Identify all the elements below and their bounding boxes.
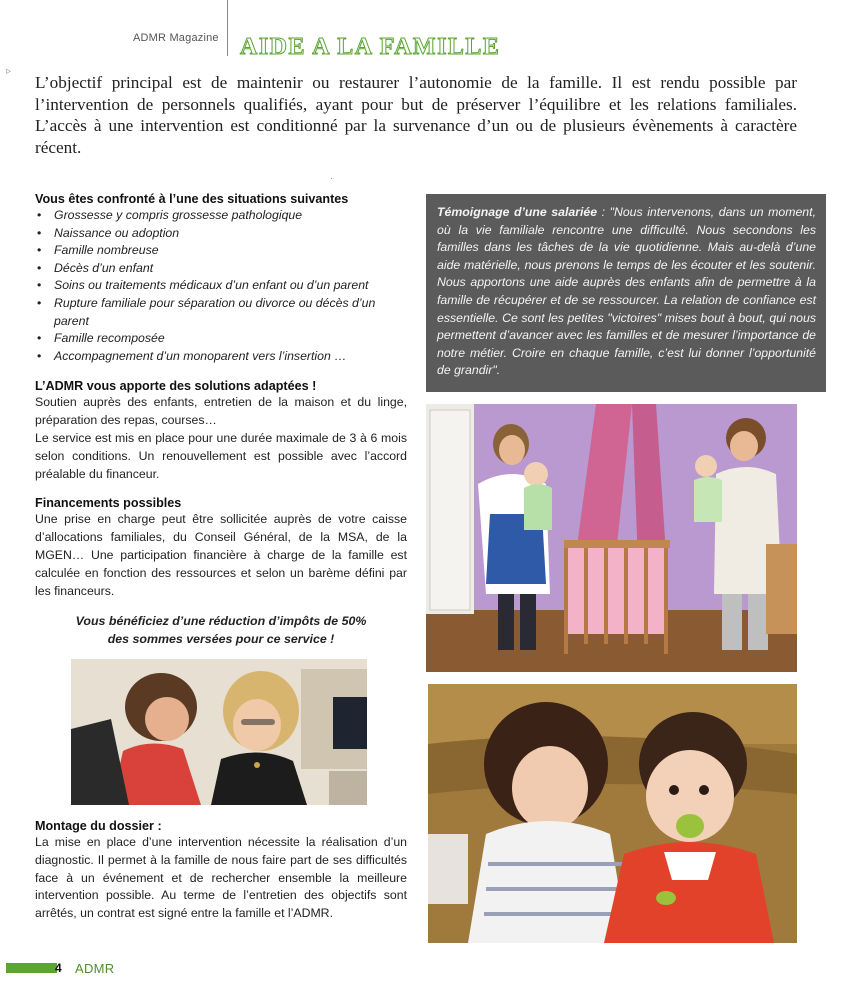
children-illustration — [428, 684, 797, 943]
tax-line-2: des sommes versées pour ce service ! — [107, 632, 335, 647]
title-divider — [227, 0, 228, 56]
testimonial-label: Témoignage d’une salariée — [437, 205, 598, 219]
photo-children — [428, 684, 797, 943]
list-item: • Grossesse y compris grossesse pathologique — [54, 207, 407, 225]
list-item: • Décès d’un enfant — [54, 260, 407, 278]
tax-reduction-callout — [35, 613, 407, 649]
footer-accent-bar — [6, 963, 57, 973]
situations-list — [35, 207, 407, 365]
situations-heading: Vous êtes confronté à l’une des situations suivantes — [35, 192, 349, 206]
dossier-heading: Montage du dossier : — [35, 818, 162, 833]
page-title: AIDE A LA FAMILLE — [240, 34, 501, 60]
left-column — [35, 192, 407, 936]
photo-homework — [71, 659, 367, 805]
solutions-paragraph-1: Soutien auprès des enfants, entretien de la maison et du linge, préparation des repas, courses… — [35, 395, 407, 428]
footer-brand — [75, 961, 114, 976]
decorative-dot: · — [330, 174, 333, 183]
list-item: • Rupture familiale pour séparation ou divorce ou décès d’un parent — [54, 295, 407, 330]
brand-name: ADMR — [75, 961, 115, 976]
list-item: • Famille nombreuse — [54, 242, 407, 260]
nursery-illustration — [426, 404, 797, 672]
intro-paragraph: L’objectif principal est de maintenir ou restaurer l’autonomie de la famille. Il est rendu possible par l’intervention de personnels qualifiés, ayant pour but de préserver l’équilibre et les relations familiales. L’accès à une intervention est conditionné par la survenance d’un ou de plusieurs évènements à caractère récent. — [35, 73, 797, 157]
magazine-label: ADMR Magazine — [133, 32, 219, 44]
page-number: 4 — [55, 961, 62, 975]
corner-mark-icon: ▹ — [6, 66, 12, 77]
list-item: • Famille recomposée — [54, 330, 407, 348]
solutions-paragraph-2: Le service est mis en place pour une durée maximale de 3 à 6 mois selon conditions. Un renouvellement est possible avec l’accord préalable du financeur. — [35, 430, 407, 481]
solutions-section — [35, 379, 407, 483]
photo-nursery — [426, 404, 797, 672]
testimonial-text: : "Nous intervenons, dans un moment, où la vie familiale rencontre une difficulté. Nous secondons les familles dans les tâches de la vie quotidienne. Mais au-delà d’une aide matérielle, nous prenons le temps de les écouter et les soutenir. Nous apportons une aide auprès des enfants afin de permettre à la famille de récupérer et de se ressourcer. La relation de confiance est essentielle. Ce sont les petites "victoires" mises bout à bout, qui nous permettent d’avancer avec les familles et de mesurer l’importance de notre métier. Croire en chaque famille, c’est lui donner l’opportunité de grandir". — [437, 205, 816, 378]
dossier-paragraph: La mise en place d’une intervention nécessite la réalisation d’un diagnostic. Il permet à la famille de nous faire part de ses difficultés face à un événement et de rechercher ensemble la meilleure intervention possible. Au terme de l’entretien des objectifs sont arrêtés, un contrat est signé entre la famille et l’ADMR. — [35, 834, 407, 921]
list-item: • Naissance ou adoption — [54, 225, 407, 243]
tax-line-1: Vous bénéficiez d’une réduction d’impôts de 50% — [75, 614, 367, 629]
list-item: • Accompagnement d’un monoparent vers l’insertion … — [54, 348, 407, 366]
financing-heading: Financements possibles — [35, 496, 182, 511]
list-item: • Soins ou traitements médicaux d’un enfant ou d’un parent — [54, 277, 407, 295]
financing-section — [35, 496, 407, 600]
financing-paragraph: Une prise en charge peut être sollicitée auprès de votre caisse d’allocations familiales, du Conseil Général, de la MSA, de la MGEN… Une participation financière à charge de la famille est calculée en fonction des ressources et selon un barème défini par les financeurs. — [35, 512, 407, 598]
dossier-section — [35, 819, 407, 923]
testimonial-box — [426, 194, 826, 392]
solutions-heading: L’ADMR vous apporte des solutions adaptées ! — [35, 379, 317, 394]
homework-illustration — [71, 659, 367, 805]
